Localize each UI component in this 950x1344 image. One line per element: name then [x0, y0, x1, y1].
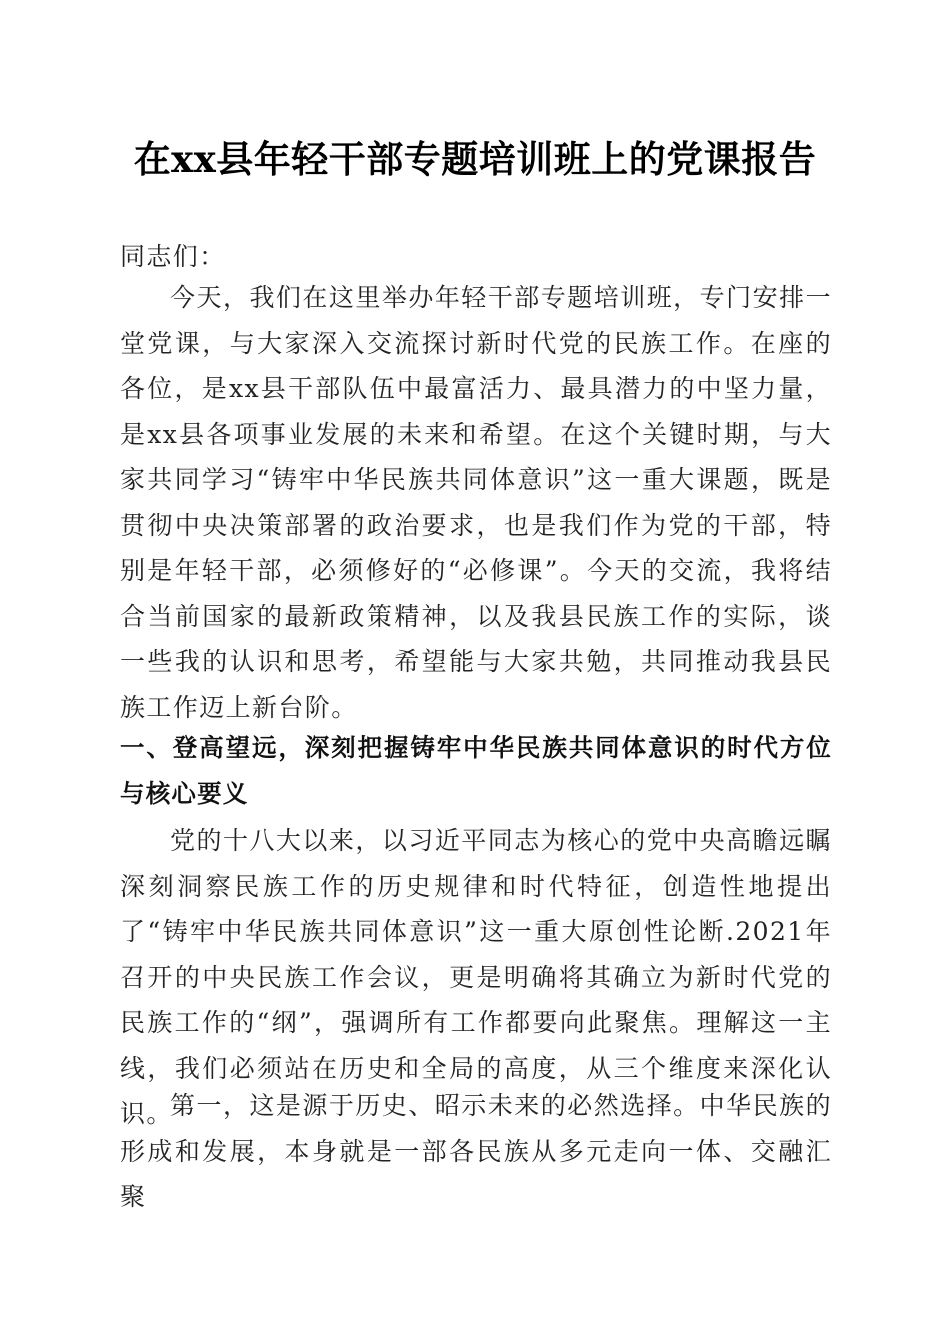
document-title: 在xx县年轻干部专题培训班上的党课报告 — [133, 137, 817, 181]
paragraph-intro: 今天，我们在这里举办年轻干部专题培训班，专门安排一堂党课，与大家深入交流探讨新时代党的民族工作。在座的各位，是xx县干部队伍中最富活力、最具潜力的中坚力量，是xx县各项事业发展的未来和希望。在这个关键时期，与大家共同学习“铸牢中华民族共同体意识”这一重大课题，既是贯彻中央决策部署的政治要求，也是我们作为党的干部，特别是年轻干部，必须修好的“必修课”。今天的交流，我将结合当前国家的最新政策精神，以及我县民族工作的实际，谈一些我的认识和思考，希望能与大家共勉，共同推动我县民族工作迈上新台阶。 — [120, 283, 832, 722]
salutation: 同志们： — [120, 242, 226, 271]
paragraph-section-1-intro: 党的十八大以来，以习近平同志为核心的党中央高瞻远瞩深刻洞察民族工作的历史规律和时代特征，创造性地提出了“铸牢中华民族共同体意识”这一重大原创性论断.2021年召开的中央民族工作会议，更是明确将其确立为新时代党的民族工作的“纲”，强调所有工作都要向此聚焦。理解这一主线，我们必须站在历史和全局的高度，从三个维度来深化认识。 — [120, 826, 832, 1128]
paragraph-point-1: 第一，这是源于历史、昭示未来的必然选择。中华民族的形成和发展，本身就是一部各民族从多元走向一体、交融汇聚 — [120, 1091, 832, 1211]
section-heading-1: 一、登高望远，深刻把握铸牢中华民族共同体意识的时代方位与核心要义 — [120, 733, 832, 808]
